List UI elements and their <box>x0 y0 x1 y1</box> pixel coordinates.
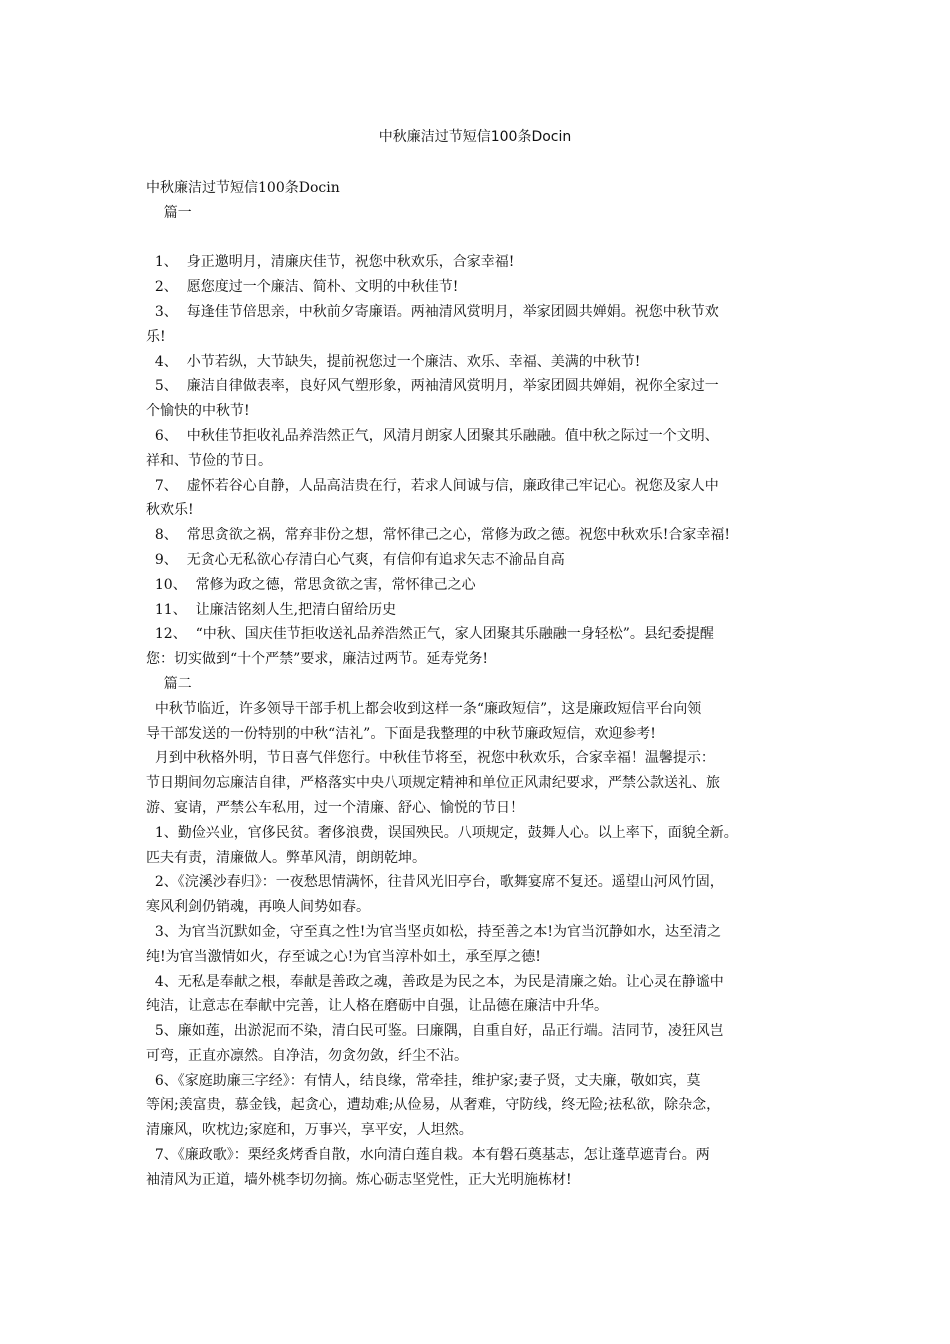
text-line: 个愉快的中秋节! <box>146 403 250 420</box>
text-line: 10、 常修为政之德，常思贪欲之害，常怀律己之心 <box>146 576 476 593</box>
text-line: 袖清风为正道，墙外桃李切勿摘。炼心砺志坚党性，正大光明施栋材! <box>146 1171 572 1188</box>
text-line: 月到中秋格外明，节日喜气伴您行。中秋佳节将至，祝您中秋欢乐，合家幸福！温馨提示： <box>146 750 715 767</box>
document-title: 中秋廉洁过节短信100条Docin <box>378 129 572 145</box>
text-line: 5、 廉洁自律做表率，良好风气塑形象，两袖清风赏明月，举家团圆共婵娟，祝你全家过一 <box>146 378 719 395</box>
text-line: 4、 小节若纵，大节缺失，提前祝您过一个廉洁、欢乐、幸福、美满的中秋节! <box>146 353 641 370</box>
text-line: 3、 每逢佳节倍思亲，中秋前夕寄廉语。两袖清风赏明月，举家团圆共婵娟。祝您中秋节欢 <box>146 303 719 320</box>
text-line: 7、《廉政歌》：栗经炙烤香自散，水向清白莲自栽。本有磐石奠基志，怎让蓬草遮青台。两 <box>146 1147 710 1164</box>
text-line: 寒风利剑仍销魂，再唤人间势如春。 <box>146 899 370 916</box>
text-line: 篇二 <box>146 675 192 692</box>
text-line: 1、 身正邀明月，清廉庆佳节，祝您中秋欢乐，合家幸福! <box>146 254 515 271</box>
text-line: 7、 虚怀若谷心自静，人品高洁贵在行，若求人间诚与信，廉政律己牢记心。祝您及家人中 <box>146 477 719 494</box>
text-line: 祥和、节俭的节日。 <box>146 452 272 469</box>
text-line: 中秋节临近，许多领导干部手机上都会收到这样一条“廉政短信”，这是廉政短信平台向领 <box>146 700 702 717</box>
text-line: 清廉风，吹枕边;家庭和，万事兴，享平安，人坦然。 <box>146 1122 473 1139</box>
text-line: 2、 愿您度过一个廉洁、简朴、文明的中秋佳节! <box>146 279 459 296</box>
text-line: 4、无私是奉献之根，奉献是善政之魂，善政是为民之本，为民是清廉之始。让心灵在静谧中 <box>146 973 724 990</box>
document-body <box>146 176 818 1193</box>
text-line: 3、为官当沉默如金，守至真之性!为官当坚贞如松，持至善之本!为官当沉静如水，达至清之 <box>146 923 722 940</box>
text-line: 匹夫有责，清廉做人。弊革风清，朗朗乾坤。 <box>146 849 426 866</box>
text-line: 1、勤俭兴业，官侈民贫。奢侈浪费，误国殃民。八项规定，鼓舞人心。以上率下，面貌全新。 <box>146 824 738 841</box>
text-line: 导干部发送的一份特别的中秋“洁礼”。下面是我整理的中秋节廉政短信，欢迎参考! <box>146 725 656 742</box>
text-line: 9、 无贪心无私欲心存清白心气爽，有信仰有追求矢志不渝品自高 <box>146 551 565 568</box>
text-line: 6、《家庭助廉三字经》：有情人，结良缘，常牵挂，维护家;妻子贤，丈夫廉，敬如宾，莫 <box>146 1072 701 1089</box>
text-line: 11、 让廉洁铭刻人生,把清白留给历史 <box>146 601 397 618</box>
blank-line <box>146 226 818 251</box>
text-line: 12、 “中秋、国庆佳节拒收送礼品养浩然正气，家人团聚其乐融融一身轻松”。县纪委提醒 <box>146 626 714 643</box>
text-line: 纯洁，让意志在奉献中完善，让人格在磨砺中自强，让品德在廉洁中升华。 <box>146 998 608 1015</box>
text-line: 中秋廉洁过节短信100条Docin <box>146 180 340 196</box>
text-line: 等闲;羡富贵，慕金钱，起贪心，遭劫难;从俭易，从奢难，守防线，终无险;祛私欲，除杂念， <box>146 1097 721 1114</box>
text-line: 节日期间勿忘廉洁自律，严格落实中央八项规定精神和单位正风肃纪要求，严禁公款送礼、旅 <box>146 775 720 792</box>
text-line: 6、 中秋佳节拒收礼品养浩然正气，风清月朗家人团聚其乐融融。值中秋之际过一个文明、 <box>146 427 719 444</box>
text-line: 游、宴请，严禁公车私用，过一个清廉、舒心、愉悦的节日！ <box>146 799 524 816</box>
text-line: 5、廉如莲，出淤泥而不染，清白民可鉴。曰廉隅，自重自好，品正行端。洁同节，凌狂风岂 <box>146 1023 724 1040</box>
text-line: 乐! <box>146 328 166 345</box>
text-line: 可弯，正直亦凛然。自净洁，勿贪勿敛，纤尘不沾。 <box>146 1047 468 1064</box>
text-line: 您：切实做到“十个严禁”要求，廉洁过两节。延寿党务! <box>146 651 488 668</box>
text-line: 2、《浣溪沙春归》：一夜愁思情满怀，往昔风光旧亭台，歌舞宴席不复还。遥望山河风竹固， <box>146 874 724 891</box>
text-line: 篇一 <box>146 204 192 221</box>
text-line: 纯!为官当激情如火，存至诚之心!为官当淳朴如土，承至厚之德! <box>146 948 541 965</box>
text-line: 8、 常思贪欲之祸，常弃非份之想，常怀律己之心，常修为政之德。祝您中秋欢乐!合家幸福! <box>146 527 730 544</box>
text-line: 秋欢乐! <box>146 502 194 519</box>
